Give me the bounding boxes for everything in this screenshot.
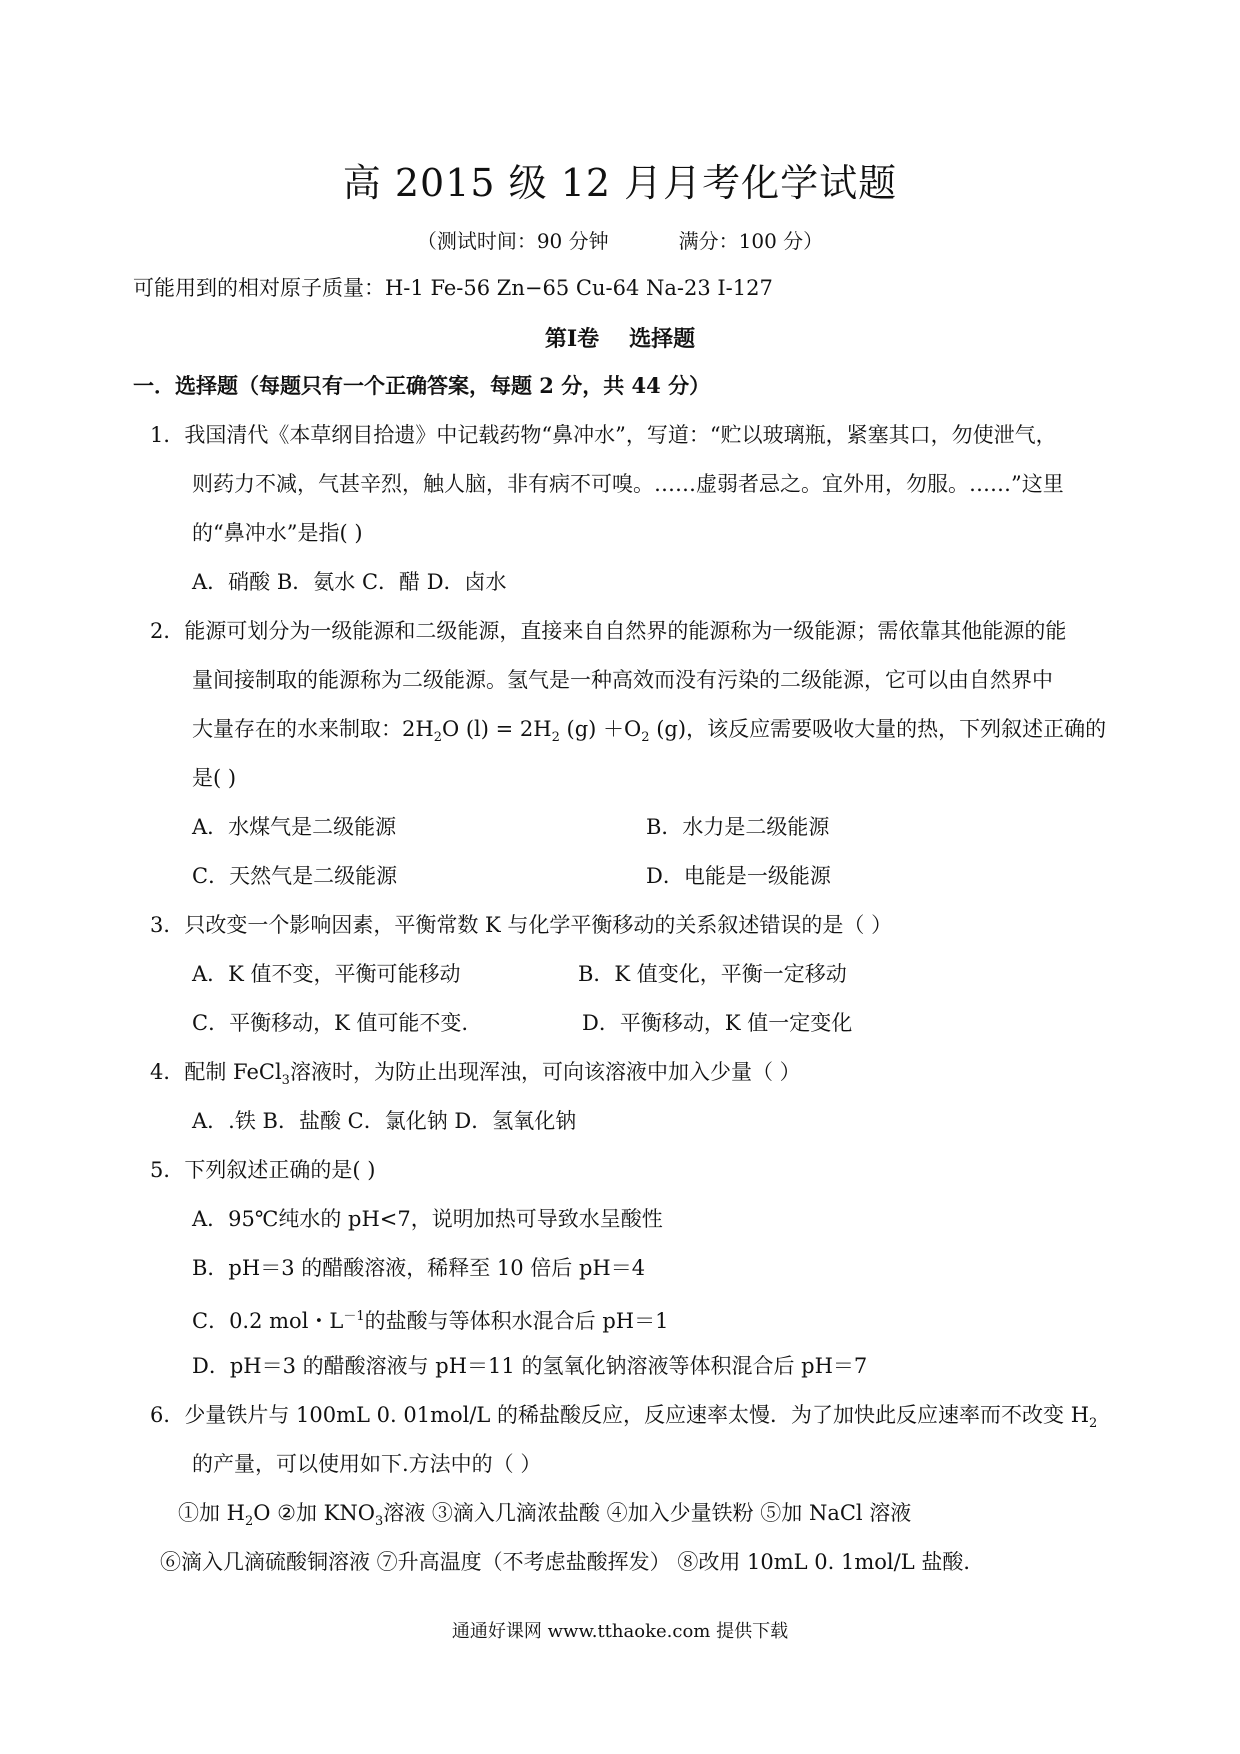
atomic-mass-line: 可能用到的相对原子质量：H-1 Fe-56 Zn−65 Cu-64 Na-23 I-127 <box>133 276 773 300</box>
full-score: 满分：100 分） <box>678 229 824 253</box>
exam-subtitle <box>0 225 1240 254</box>
q2-line-4: 是( ) <box>192 766 237 790</box>
q2-option-b: B．水力是二级能源 <box>646 815 830 839</box>
q3-option-a: A．K 值不变，平衡可能移动 <box>192 962 461 986</box>
section-part: 第Ⅰ卷 <box>544 326 600 352</box>
q6-items-2: ⑥滴入几滴硫酸铜溶液 ⑦升高温度（不考虑盐酸挥发） ⑧改用 10mL 0. 1mol/L 盐酸． <box>160 1550 985 1574</box>
q6-line-2: 的产量，可以使用如下.方法中的（ ） <box>192 1452 542 1476</box>
q5-option-d: D．pH＝3 的醋酸溶液与 pH＝11 的氢氧化钠溶液等体积混合后 pH＝7 <box>192 1354 868 1378</box>
q5-line-1: 5．下列叙述正确的是( ) <box>150 1158 376 1182</box>
q2-option-c: C．天然气是二级能源 <box>192 864 398 888</box>
q2-option-d: D．电能是一级能源 <box>646 864 831 888</box>
exam-title: 高 2015 级 12 月月考化学试题 <box>342 161 898 205</box>
q3-option-b: B．K 值变化，平衡一定移动 <box>578 962 847 986</box>
footer-text: 通通好课网 www.tthaoke.com 提供下载 <box>451 1621 789 1642</box>
q1-line-1: 1．我国清代《本草纲目拾遗》中记载药物“鼻冲水”，写道：“贮以玻璃瓶，紧塞其口，勿使泄气， <box>150 423 1057 447</box>
q3-line-1: 3．只改变一个影响因素，平衡常数 K 与化学平衡移动的关系叙述错误的是（ ） <box>150 913 893 937</box>
section-name: 选择题 <box>629 326 696 352</box>
test-time: （测试时间：90 分钟 <box>416 229 609 253</box>
q3-option-c: C．平衡移动，K 值可能不变. <box>192 1011 469 1035</box>
q5-option-b: B．pH＝3 的醋酸溶液，稀释至 10 倍后 pH＝4 <box>192 1256 646 1280</box>
q6-items-1: ①加 $H_2O$ ②加 $KNO_3$溶液 ③滴入几滴浓盐酸 ④加入少量铁粉 ⑤加 NaCl 溶液 <box>178 1501 912 1530</box>
q2-line-2: 量间接制取的能源称为二级能源。氢气是一种高效而没有污染的二级能源，它可以由自然界中 <box>192 668 1053 692</box>
q6-line-1: 6．少量铁片与 100mL 0. 01mol/L 的稀盐酸反应，反应速率太慢．为了加快此反应速率而不改变 $H_2$ <box>150 1403 1098 1432</box>
section-instruction: 一．选择题（每题只有一个正确答案，每题 2 分，共 44 分） <box>133 373 711 398</box>
q3-option-d: D．平衡移动，K 值一定变化 <box>582 1011 853 1035</box>
section-title <box>0 322 1240 353</box>
q1-line-3: 的“鼻冲水”是指( ) <box>192 521 363 545</box>
q5-option-c: C．0.2 mol・$L^{-1}$的盐酸与等体积水混合后 pH＝1 <box>192 1309 669 1333</box>
q4-line-1: 4．配制 FeCl$_3$溶液时，为防止出现浑浊，可向该溶液中加入少量（ ） <box>150 1060 801 1089</box>
q2-line-3: 大量存在的水来制取：$2H_2O$ $(l) = 2H_2$ $(g) +O_2$ (g)，该反应需要吸收大量的热，下列叙述正确的 <box>192 717 1107 746</box>
q2-option-a: A．水煤气是二级能源 <box>192 815 397 839</box>
q5-option-a: A．95℃纯水的 pH<7，说明加热可导致水呈酸性 <box>192 1207 663 1231</box>
q2-line-1: 2．能源可划分为一级能源和二级能源，直接来自自然界的能源称为一级能源；需依靠其他能源的能 <box>150 619 1067 643</box>
q1-line-2: 则药力不减，气甚辛烈，触人脑，非有病不可嗅。……虚弱者忌之。宜外用，勿服。……”这里 <box>192 472 1064 496</box>
q1-options: A．硝酸 B．氨水 C．醋 D．卤水 <box>192 570 507 594</box>
q4-options: A．.铁 B．盐酸 C．氯化钠 D．氢氧化钠 <box>192 1109 577 1133</box>
